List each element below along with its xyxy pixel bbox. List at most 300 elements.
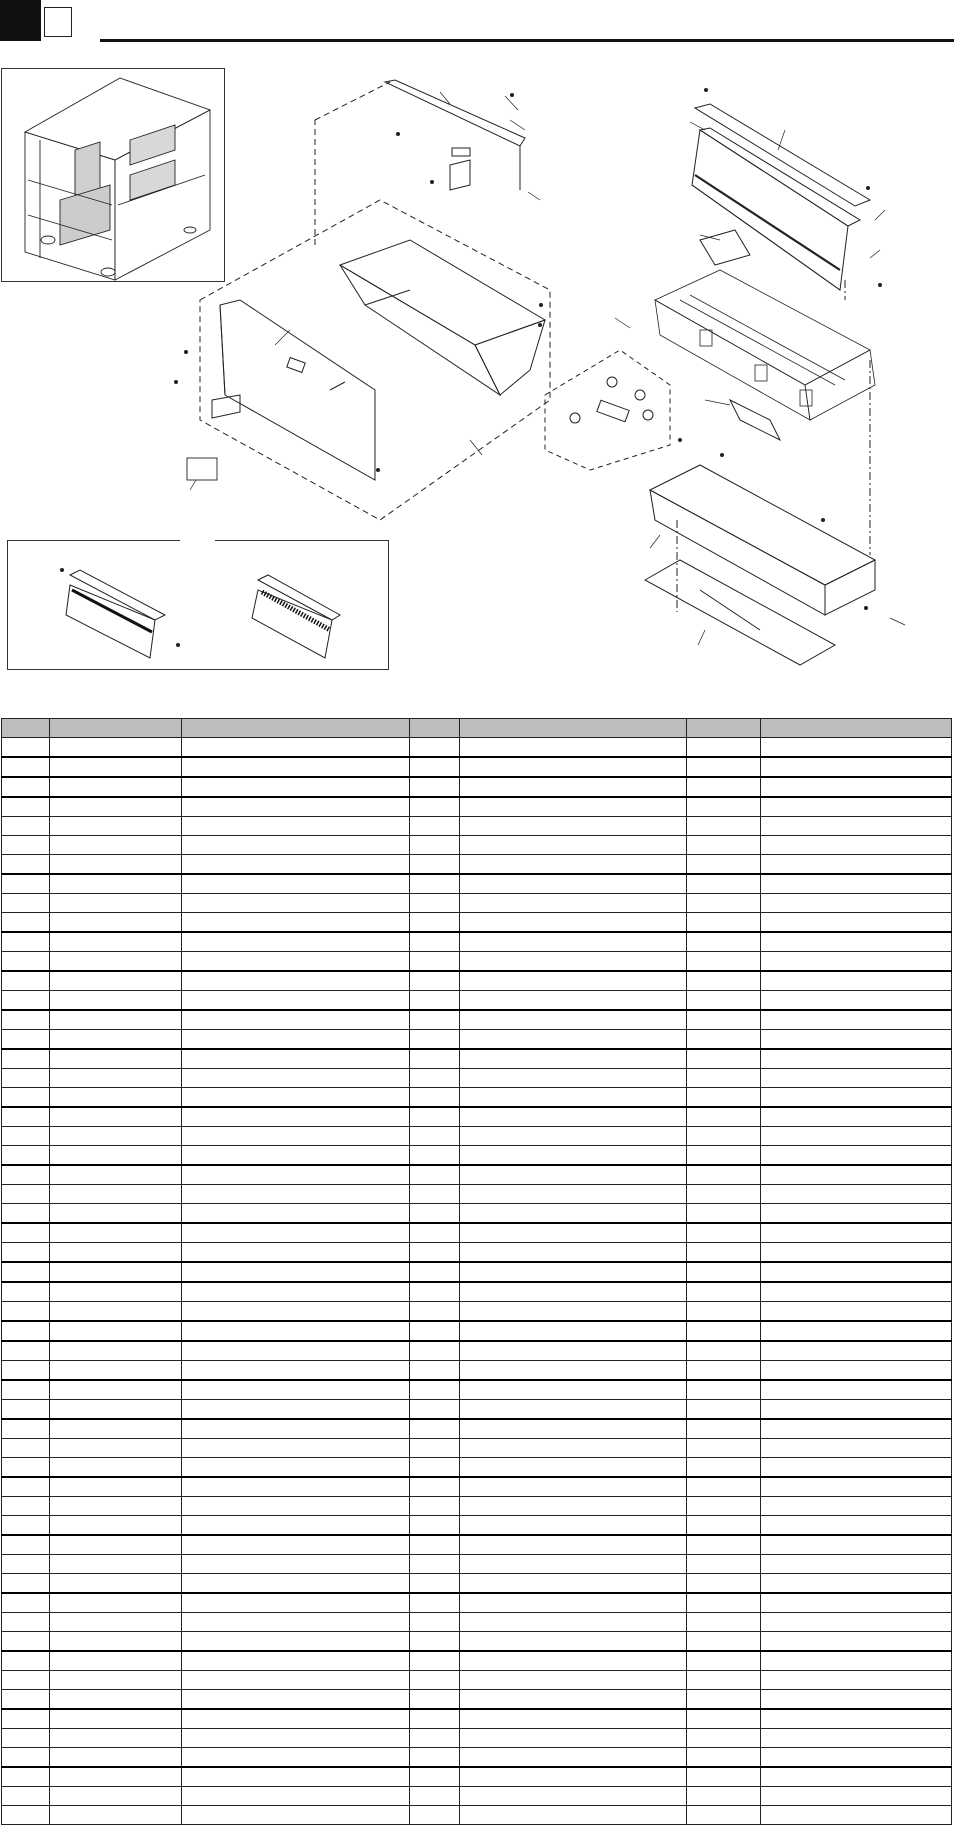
table-cell	[687, 1748, 761, 1768]
table-cell	[410, 874, 460, 894]
table-cell	[182, 1535, 410, 1555]
table-cell	[410, 1709, 460, 1729]
fastener-markers	[60, 88, 882, 647]
table-cell	[2, 1497, 50, 1516]
table-cell	[50, 874, 182, 894]
table-cell	[182, 1497, 410, 1516]
table-cell	[761, 1671, 952, 1690]
parts-table-header	[2, 719, 952, 738]
table-cell	[460, 1632, 687, 1652]
unit-overview-drawing	[25, 78, 210, 280]
table-row	[2, 1651, 952, 1671]
table-cell	[410, 1690, 460, 1710]
table-cell	[460, 1010, 687, 1030]
table-cell	[50, 1671, 182, 1690]
table-row	[2, 1223, 952, 1243]
table-cell	[687, 1787, 761, 1806]
table-cell	[761, 1709, 952, 1729]
table-cell	[182, 1709, 410, 1729]
table-row	[2, 1516, 952, 1536]
table-cell	[460, 1787, 687, 1806]
table-cell	[182, 1400, 410, 1420]
table-row	[2, 894, 952, 913]
table-cell	[50, 1049, 182, 1069]
table-cell	[182, 1204, 410, 1224]
table-cell	[687, 874, 761, 894]
table-cell	[182, 1516, 410, 1536]
table-cell	[50, 1555, 182, 1574]
table-cell	[687, 1341, 761, 1361]
table-cell	[182, 1806, 410, 1825]
table-row	[2, 1767, 952, 1787]
table-cell	[2, 1748, 50, 1768]
table-cell	[410, 913, 460, 933]
table-cell	[410, 1419, 460, 1439]
table-cell	[410, 1613, 460, 1632]
table-cell	[2, 1010, 50, 1030]
table-cell	[687, 1497, 761, 1516]
table-cell	[410, 1767, 460, 1787]
table-cell	[410, 1223, 460, 1243]
table-cell	[761, 1516, 952, 1536]
table-cell	[687, 1282, 761, 1302]
table-cell	[410, 1361, 460, 1381]
table-cell	[182, 1767, 410, 1787]
table-cell	[2, 1690, 50, 1710]
table-cell	[50, 757, 182, 777]
side-rail-drawing	[730, 400, 780, 440]
table-cell	[687, 1400, 761, 1420]
table-cell	[182, 836, 410, 855]
callout-leaders	[190, 92, 905, 645]
table-cell	[761, 1282, 952, 1302]
table-cell	[761, 1223, 952, 1243]
table-row	[2, 1748, 952, 1768]
table-cell	[50, 738, 182, 758]
inset-cover-variant-b	[252, 575, 340, 658]
table-cell	[2, 874, 50, 894]
hopper-tray-drawing	[340, 240, 545, 395]
table-cell	[182, 1165, 410, 1185]
table-cell	[687, 1632, 761, 1652]
table-cell	[410, 817, 460, 836]
table-cell	[50, 1787, 182, 1806]
table-row	[2, 1477, 952, 1497]
table-cell	[50, 913, 182, 933]
table-row	[2, 874, 952, 894]
table-cell	[761, 1088, 952, 1108]
table-cell	[410, 1282, 460, 1302]
table-cell	[687, 797, 761, 817]
table-cell	[460, 817, 687, 836]
table-cell	[410, 1146, 460, 1166]
table-cell	[2, 1088, 50, 1108]
table-cell	[410, 1748, 460, 1768]
table-row	[2, 855, 952, 875]
col-header	[761, 719, 952, 738]
table-cell	[687, 1243, 761, 1263]
table-cell	[50, 1223, 182, 1243]
table-cell	[182, 1069, 410, 1088]
table-cell	[460, 1069, 687, 1088]
table-cell	[761, 874, 952, 894]
table-cell	[761, 1477, 952, 1497]
table-row	[2, 1419, 952, 1439]
table-cell	[182, 1127, 410, 1146]
table-row	[2, 1341, 952, 1361]
table-cell	[182, 1185, 410, 1204]
table-cell	[761, 1439, 952, 1458]
table-cell	[2, 1574, 50, 1594]
table-cell	[2, 913, 50, 933]
table-cell	[460, 1419, 687, 1439]
table-cell	[460, 1497, 687, 1516]
table-cell	[410, 777, 460, 797]
table-cell	[50, 1748, 182, 1768]
table-cell	[410, 1535, 460, 1555]
table-cell	[410, 1010, 460, 1030]
table-cell	[50, 1204, 182, 1224]
table-cell	[460, 1030, 687, 1050]
table-cell	[761, 1748, 952, 1768]
table-cell	[460, 1204, 687, 1224]
table-cell	[460, 1729, 687, 1748]
table-cell	[50, 1613, 182, 1632]
table-cell	[2, 932, 50, 952]
table-cell	[2, 738, 50, 758]
table-cell	[761, 738, 952, 758]
table-cell	[687, 1806, 761, 1825]
table-row	[2, 1806, 952, 1825]
table-cell	[687, 1361, 761, 1381]
table-row	[2, 1361, 952, 1381]
table-cell	[410, 952, 460, 972]
table-cell	[2, 1632, 50, 1652]
parts-list-table	[1, 718, 952, 1825]
table-cell	[460, 836, 687, 855]
table-cell	[761, 1243, 952, 1263]
table-cell	[460, 1651, 687, 1671]
table-cell	[761, 1419, 952, 1439]
table-cell	[182, 932, 410, 952]
table-cell	[687, 1767, 761, 1787]
table-cell	[410, 1321, 460, 1341]
table-cell	[410, 1458, 460, 1478]
table-cell	[460, 1613, 687, 1632]
table-cell	[460, 1243, 687, 1263]
table-row	[2, 1671, 952, 1690]
table-cell	[410, 1787, 460, 1806]
table-cell	[460, 797, 687, 817]
table-cell	[460, 952, 687, 972]
table-cell	[2, 757, 50, 777]
table-cell	[687, 1223, 761, 1243]
table-cell	[460, 1555, 687, 1574]
table-row	[2, 1146, 952, 1166]
table-cell	[410, 1477, 460, 1497]
table-cell	[460, 738, 687, 758]
table-cell	[50, 1321, 182, 1341]
table-cell	[410, 757, 460, 777]
table-cell	[410, 1204, 460, 1224]
table-cell	[182, 894, 410, 913]
table-cell	[460, 1088, 687, 1108]
table-cell	[50, 1146, 182, 1166]
table-cell	[2, 1146, 50, 1166]
table-cell	[2, 1069, 50, 1088]
table-cell	[2, 1380, 50, 1400]
table-cell	[2, 1458, 50, 1478]
table-cell	[182, 971, 410, 991]
table-cell	[2, 1127, 50, 1146]
table-cell	[50, 1262, 182, 1282]
table-cell	[687, 1010, 761, 1030]
table-cell	[2, 1671, 50, 1690]
table-cell	[50, 1593, 182, 1613]
table-cell	[182, 1613, 410, 1632]
table-row	[2, 1282, 952, 1302]
table-cell	[460, 1127, 687, 1146]
table-cell	[410, 1107, 460, 1127]
table-cell	[761, 1535, 952, 1555]
table-cell	[2, 1107, 50, 1127]
table-cell	[410, 1729, 460, 1748]
table-cell	[460, 1748, 687, 1768]
table-cell	[50, 836, 182, 855]
table-cell	[182, 1223, 410, 1243]
col-header	[460, 719, 687, 738]
table-cell	[410, 1069, 460, 1088]
table-cell	[460, 1361, 687, 1381]
table-cell	[2, 1361, 50, 1381]
table-cell	[687, 817, 761, 836]
table-row	[2, 1574, 952, 1594]
table-cell	[182, 1555, 410, 1574]
table-cell	[460, 874, 687, 894]
table-row	[2, 1555, 952, 1574]
table-cell	[761, 757, 952, 777]
table-cell	[182, 1632, 410, 1652]
table-cell	[460, 1709, 687, 1729]
table-cell	[2, 1165, 50, 1185]
table-row	[2, 1107, 952, 1127]
table-cell	[50, 932, 182, 952]
table-cell	[50, 1380, 182, 1400]
table-cell	[761, 1806, 952, 1825]
table-cell	[2, 1555, 50, 1574]
table-row	[2, 1088, 952, 1108]
table-cell	[182, 1477, 410, 1497]
table-cell	[2, 1321, 50, 1341]
table-cell	[182, 874, 410, 894]
table-cell	[50, 1497, 182, 1516]
table-row	[2, 1030, 952, 1050]
table-cell	[410, 894, 460, 913]
table-cell	[761, 1593, 952, 1613]
table-cell	[460, 991, 687, 1011]
table-cell	[761, 1690, 952, 1710]
table-cell	[761, 1341, 952, 1361]
table-cell	[182, 1030, 410, 1050]
table-cell	[182, 913, 410, 933]
col-header	[687, 719, 761, 738]
table-cell	[460, 855, 687, 875]
table-cell	[761, 836, 952, 855]
table-cell	[761, 1010, 952, 1030]
table-cell	[182, 1107, 410, 1127]
table-row	[2, 932, 952, 952]
table-cell	[50, 1243, 182, 1263]
table-cell	[460, 971, 687, 991]
table-cell	[460, 1282, 687, 1302]
table-row	[2, 1185, 952, 1204]
table-cell	[410, 971, 460, 991]
table-cell	[460, 894, 687, 913]
table-row	[2, 1069, 952, 1088]
bottom-tray-drawing	[650, 465, 875, 615]
table-cell	[182, 777, 410, 797]
table-cell	[2, 1516, 50, 1536]
table-cell	[687, 1593, 761, 1613]
top-cover-drawing	[692, 104, 870, 290]
table-cell	[687, 1516, 761, 1536]
table-row	[2, 1458, 952, 1478]
table-cell	[50, 1341, 182, 1361]
table-cell	[410, 797, 460, 817]
table-cell	[410, 1302, 460, 1322]
table-cell	[2, 1419, 50, 1439]
table-cell	[460, 1049, 687, 1069]
table-cell	[2, 1204, 50, 1224]
table-cell	[761, 1361, 952, 1381]
table-cell	[182, 1458, 410, 1478]
table-cell	[50, 1477, 182, 1497]
table-cell	[50, 1165, 182, 1185]
table-cell	[761, 1146, 952, 1166]
table-cell	[460, 1341, 687, 1361]
label-plate	[187, 458, 217, 480]
col-header	[410, 719, 460, 738]
table-cell	[761, 855, 952, 875]
table-cell	[460, 1223, 687, 1243]
table-row	[2, 1729, 952, 1748]
table-cell	[410, 1497, 460, 1516]
table-row	[2, 817, 952, 836]
table-cell	[687, 757, 761, 777]
table-cell	[761, 1767, 952, 1787]
table-row	[2, 1321, 952, 1341]
table-cell	[687, 1204, 761, 1224]
table-cell	[410, 1262, 460, 1282]
table-cell	[761, 952, 952, 972]
table-cell	[182, 1651, 410, 1671]
table-cell	[687, 1049, 761, 1069]
table-cell	[460, 1535, 687, 1555]
table-cell	[687, 1574, 761, 1594]
table-cell	[182, 1146, 410, 1166]
table-cell	[50, 991, 182, 1011]
table-cell	[2, 1400, 50, 1420]
table-cell	[182, 797, 410, 817]
table-row	[2, 1400, 952, 1420]
table-cell	[50, 777, 182, 797]
table-cell	[410, 836, 460, 855]
table-cell	[2, 1593, 50, 1613]
table-cell	[687, 777, 761, 797]
table-cell	[182, 1729, 410, 1748]
table-cell	[460, 1165, 687, 1185]
table-cell	[182, 1593, 410, 1613]
table-cell	[761, 1321, 952, 1341]
table-cell	[50, 1302, 182, 1322]
col-header	[50, 719, 182, 738]
table-cell	[460, 1400, 687, 1420]
table-cell	[410, 855, 460, 875]
table-row	[2, 1593, 952, 1613]
table-cell	[410, 1593, 460, 1613]
table-cell	[182, 757, 410, 777]
table-cell	[460, 1477, 687, 1497]
table-cell	[2, 1282, 50, 1302]
table-cell	[50, 971, 182, 991]
table-cell	[2, 797, 50, 817]
table-cell	[50, 1400, 182, 1420]
table-cell	[50, 1690, 182, 1710]
table-cell	[687, 1107, 761, 1127]
table-cell	[2, 1651, 50, 1671]
table-cell	[2, 1030, 50, 1050]
table-cell	[410, 991, 460, 1011]
table-cell	[2, 1613, 50, 1632]
table-cell	[182, 1787, 410, 1806]
table-cell	[50, 1185, 182, 1204]
table-cell	[761, 777, 952, 797]
table-cell	[2, 1302, 50, 1322]
table-cell	[2, 894, 50, 913]
table-cell	[50, 1282, 182, 1302]
inset-cover-variant-a	[66, 570, 165, 658]
col-header	[2, 719, 50, 738]
table-row	[2, 952, 952, 972]
table-cell	[460, 757, 687, 777]
table-cell	[2, 1341, 50, 1361]
table-cell	[761, 1030, 952, 1050]
table-cell	[182, 1010, 410, 1030]
table-cell	[50, 1419, 182, 1439]
table-cell	[182, 1262, 410, 1282]
table-cell	[50, 1651, 182, 1671]
table-cell	[2, 1806, 50, 1825]
table-cell	[460, 1574, 687, 1594]
table-cell	[460, 1593, 687, 1613]
table-cell	[761, 1729, 952, 1748]
table-cell	[2, 777, 50, 797]
table-cell	[761, 1049, 952, 1069]
table-cell	[50, 855, 182, 875]
table-cell	[687, 1127, 761, 1146]
table-cell	[182, 1282, 410, 1302]
table-cell	[687, 1690, 761, 1710]
table-cell	[687, 738, 761, 758]
table-cell	[182, 855, 410, 875]
table-cell	[2, 971, 50, 991]
table-cell	[410, 1341, 460, 1361]
table-cell	[460, 1321, 687, 1341]
table-cell	[50, 1010, 182, 1030]
table-cell	[410, 1671, 460, 1690]
table-cell	[410, 1380, 460, 1400]
table-cell	[182, 1088, 410, 1108]
